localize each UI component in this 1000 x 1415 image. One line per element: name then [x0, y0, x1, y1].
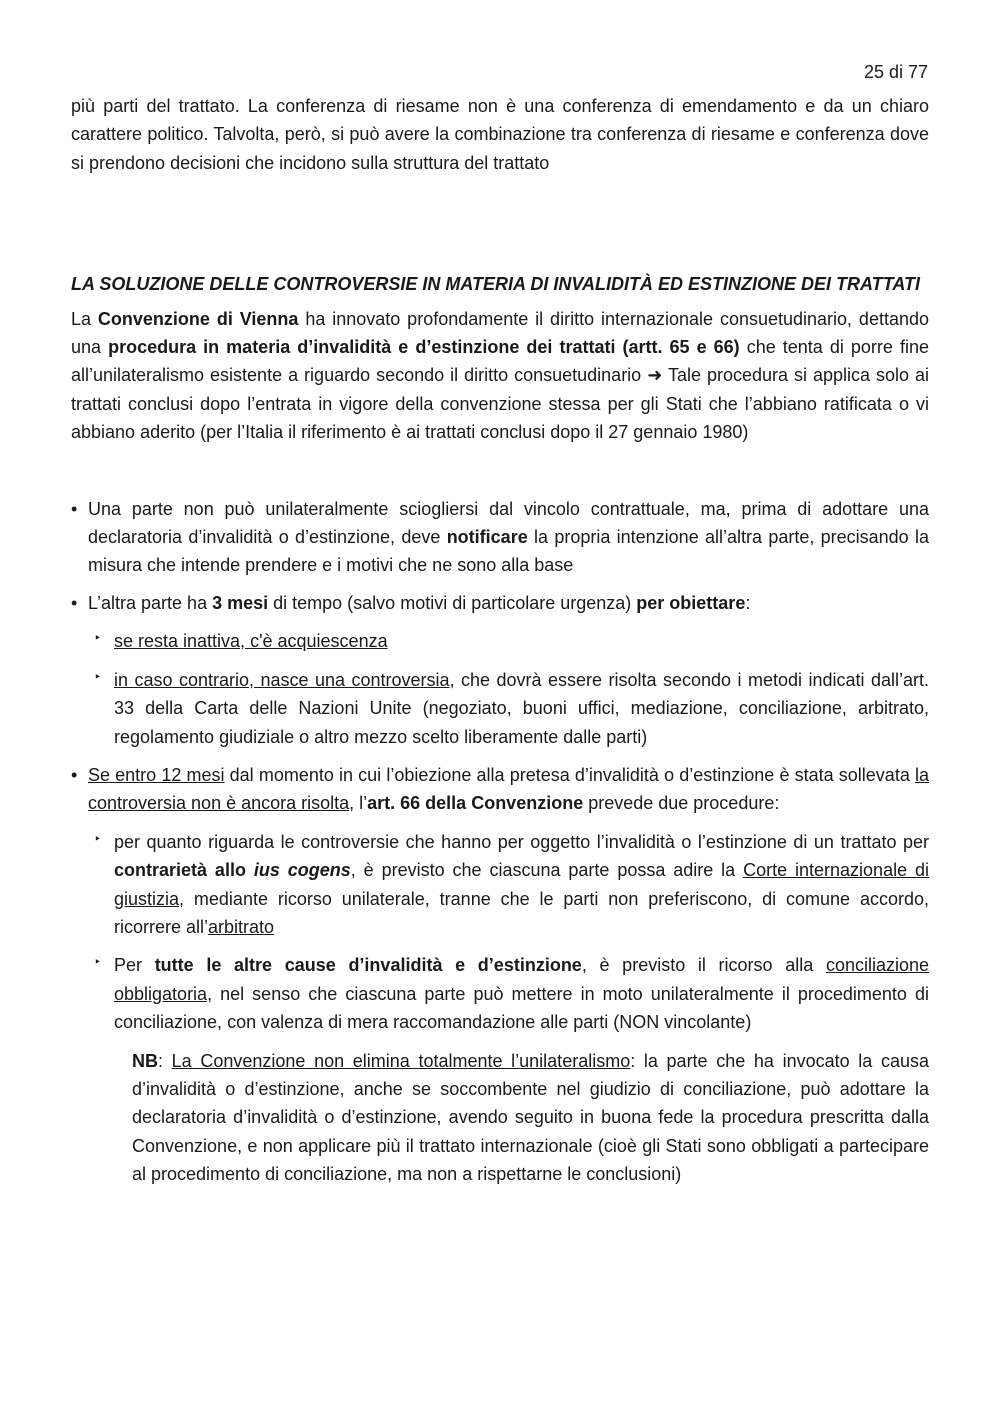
text: Per	[114, 955, 155, 976]
nb-label: NB	[132, 1050, 158, 1071]
underlined-text: La Convenzione non elimina totalmente l’unilateralismo	[171, 1050, 631, 1071]
sub-list	[88, 828, 929, 1037]
arrow-right-icon: ➜	[647, 365, 663, 386]
text: Una parte non può unilateralmente sciogliersi dal vincolo contrattuale, ma, prima di adottare una declaratoria d’invalidità o d’estinzione, deve	[88, 498, 929, 548]
bold-text: Convenzione di Vienna	[97, 308, 299, 329]
intro-paragraph: più parti del trattato. La conferenza di riesame non è una conferenza di emendamento e da un chiaro carattere politico. Talvolta, però, si può avere la combinazione tra conferenza di riesame e conferenza dove si prendono decisioni che incidono sulla struttura del trattato	[71, 96, 929, 173]
text: , che dovrà essere risolta secondo i metodi indicati dall’art. 33 della Carta delle Nazioni Unite (negoziato, buoni uffici, mediazione, conciliazione, arbitrato, regolamento giudiziale o altro mezzo scelto liberamente dalle parti)	[114, 669, 929, 747]
underlined-text: Se entro 12 mesi	[88, 764, 225, 785]
text: : la parte che ha invocato la causa d’invalidità o d’estinzione, anche se soccombente nel giudizio di conciliazione, può adottare la declaratoria d’invalidità o d’estinzione, avendo seguito in buona fede la procedura prescritta dalla Convenzione, e non applicare più il trattato internazionale (cioè gli Stati sono obbligati a partecipare al procedimento di conciliazione, ma non a rispettarne le conclusioni)	[132, 1050, 929, 1185]
triangle-bullet-icon: ‣	[94, 955, 102, 970]
text: La	[71, 308, 98, 329]
bold-text: procedura in materia d’invalidità e d’estinzione dei trattati (artt. 65 e 66)	[108, 337, 740, 358]
bold-text: tutte le altre cause d’invalidità e d’estinzione	[154, 955, 582, 976]
bold-text: notificare	[446, 527, 528, 548]
triangle-bullet-icon: ‣	[94, 669, 102, 684]
underlined-text: Corte internazionale di giustizia	[114, 860, 929, 909]
text: che tenta di porre fine all’unilateralismo esistente a riguardo secondo il diritto consuetudinario	[71, 337, 929, 386]
section-heading: LA SOLUZIONE DELLE CONTROVERSIE IN MATERIA DI INVALIDITÀ ED ESTINZIONE DEI TRATTATI	[71, 274, 920, 295]
bold-italic-text: ius cogens	[253, 860, 351, 881]
text: prevede due procedure:	[583, 793, 780, 814]
text: dal momento in cui l’obiezione alla pretesa d’invalidità o d’estinzione è stata sollevata	[224, 764, 915, 785]
lead-paragraph	[71, 305, 929, 447]
bullet-list	[71, 495, 929, 1189]
page-body	[71, 92, 929, 1198]
text: , nel senso che ciascuna parte può mettere in moto unilateralmente il procedimento di conciliazione, con valenza di mera raccomandazione alle parti (NON vincolante)	[114, 983, 929, 1033]
underlined-text: se resta inattiva, c'è acquiescenza	[114, 631, 388, 652]
text: Tale procedura si applica solo ai trattati conclusi dopo l’entrata in vigore della convenzione stessa per gli Stati che l’abbiano ratificata o vi abbiano aderito (per l’Italia il riferimento è ai trattati conclusi dopo il 27 gennaio 1980)	[71, 365, 929, 443]
underlined-text: conciliazione obbligatoria	[114, 955, 929, 1004]
sub-item-controversy	[88, 666, 929, 751]
list-item-notify	[71, 495, 929, 580]
bold-text: contrarietà allo	[114, 860, 254, 881]
triangle-bullet-icon: ‣	[94, 831, 102, 846]
text: di tempo (salvo motivi di particolare urgenza)	[268, 592, 637, 613]
text: per quanto riguarda le controversie che hanno per oggetto l’invalidità o l’estinzione di un trattato per	[114, 831, 929, 852]
nb-note	[132, 1047, 929, 1189]
text: , mediante ricorso unilaterale, tranne che le parti non preferiscono, di comune accordo, ricorrere all’	[114, 888, 929, 937]
sub-item-conciliation	[88, 951, 929, 1036]
bold-text: art. 66 della Convenzione	[367, 793, 584, 814]
underlined-text: arbitrato	[208, 916, 275, 937]
sub-item-ius-cogens	[88, 828, 929, 942]
text: :	[745, 592, 751, 613]
sub-item-acquiescence	[88, 627, 929, 655]
text: , l’	[349, 793, 368, 814]
text: , è previsto che ciascuna parte possa adire la	[350, 860, 744, 881]
list-item-objection	[71, 589, 929, 751]
text: :	[158, 1050, 172, 1071]
text: , è previsto il ricorso alla	[581, 955, 826, 976]
bold-text: 3 mesi	[212, 592, 269, 613]
list-item-art66	[71, 761, 929, 1189]
text: la propria intenzione all’altra parte, precisando la misura che intende prendere e i motivi che ne sono alla base	[88, 527, 929, 576]
text: L’altra parte ha	[88, 592, 213, 613]
page-number: 25 di 77	[863, 62, 928, 82]
triangle-bullet-icon: ‣	[94, 631, 102, 646]
underlined-text: la controversia non è ancora risolta	[88, 764, 929, 814]
sub-list	[88, 627, 929, 751]
underlined-text: in caso contrario, nasce una controversia	[114, 669, 450, 690]
text: ha innovato profondamente il diritto internazionale consuetudinario, dettando una	[71, 308, 929, 358]
bold-text: per obiettare	[636, 592, 746, 613]
